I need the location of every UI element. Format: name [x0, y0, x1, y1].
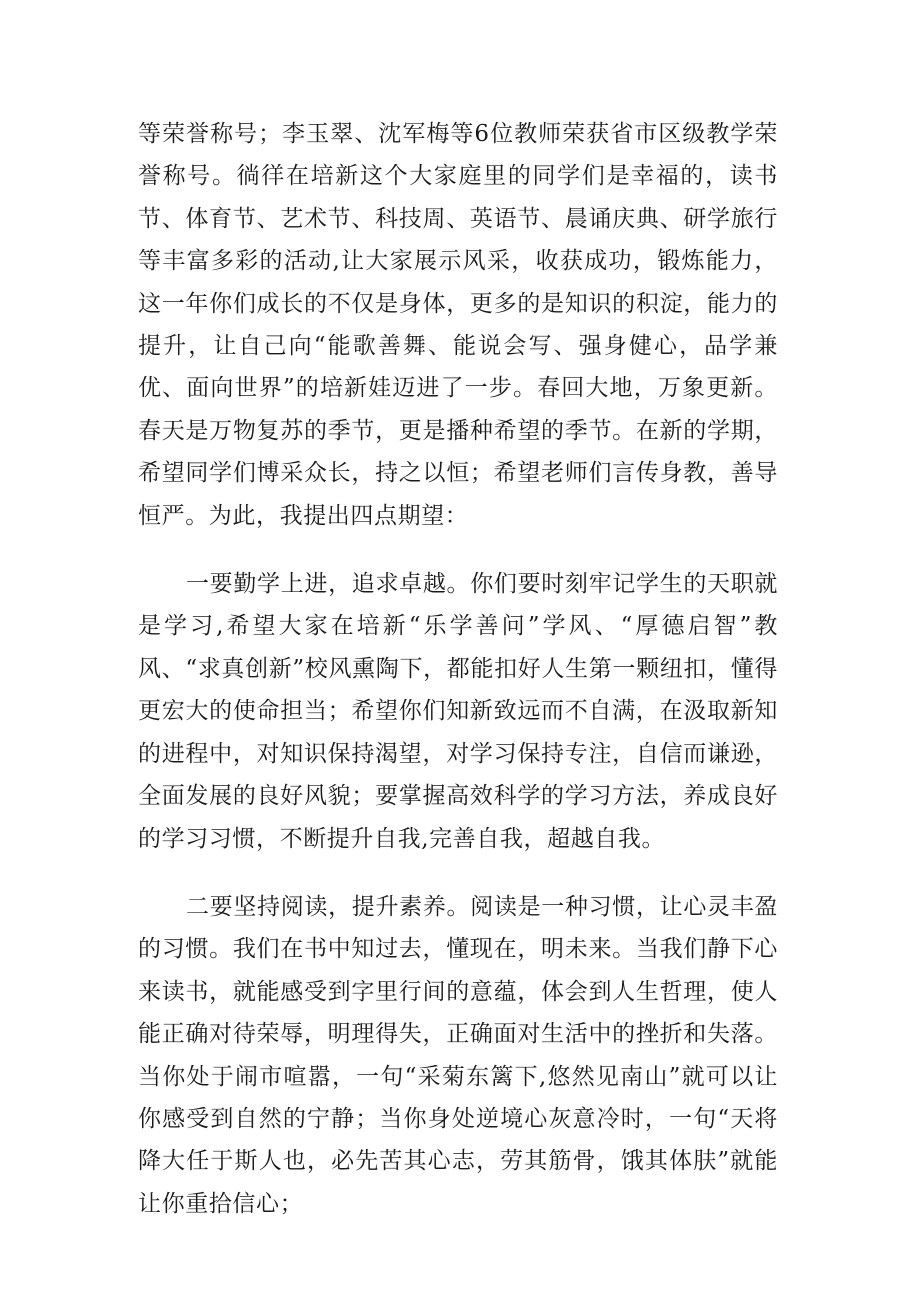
- paragraph-diligent-study: 一要勤学上进，追求卓越。你们要时刻牢记学生的天职就是学习,希望大家在培新“乐学善问”学风、“厚德启智”教风、“求真创新”校风熏陶下，都能扣好人生第一颗纽扣，懂得更宏大的使命担当；希望你们知新致远而不自满，在汲取新知的进程中，对知识保持渴望，对学习保持专注，自信而谦逊，全面发展的良好风貌；要掌握高效科学的学习方法，养成良好的学习习惯，不断提升自我,完善自我，超越自我。: [138, 571, 778, 852]
- paragraph-persist-reading: 二要坚持阅读，提升素养。阅读是一种习惯，让心灵丰盈的习惯。我们在书中知过去，懂现在，明未来。当我们静下心来读书，就能感受到字里行间的意蕴，体会到人生哲理，使人能正确对待荣辱，明理得失，正确面对生活中的挫折和失落。当你处于闹市喧嚣，一句“采菊东篱下,悠然见南山”就可以让你感受到自然的宁静；当你身处逆境心灰意冷时，一句“天将降大任于斯人也，必先苦其心志，劳其筋骨，饿其体肤”就能让你重拾信心；: [138, 893, 778, 1217]
- paragraph-honors-and-expectations: 等荣誉称号；李玉翠、沈军梅等6位教师荣获省市区级教学荣誉称号。徜徉在培新这个大家庭里的同学们是幸福的，读书节、体育节、艺术节、科技周、英语节、晨诵庆典、研学旅行等丰富多彩的活动,让大家展示风采，收获成功，锻炼能力，这一年你们成长的不仅是身体，更多的是知识的积淀，能力的提升，让自己向“能歌善舞、能说会写、强身健心，品学兼优、面向世界”的培新娃迈进了一步。春回大地，万象更新。春天是万物复苏的季节，更是播种希望的季节。在新的学期，希望同学们博采众长，持之以恒；希望老师们言传身教，善导恒严。为此，我提出四点期望：: [138, 121, 778, 529]
- document-body: [138, 113, 778, 1225]
- paragraph-spacer: [138, 860, 778, 886]
- paragraph-spacer: [138, 537, 778, 563]
